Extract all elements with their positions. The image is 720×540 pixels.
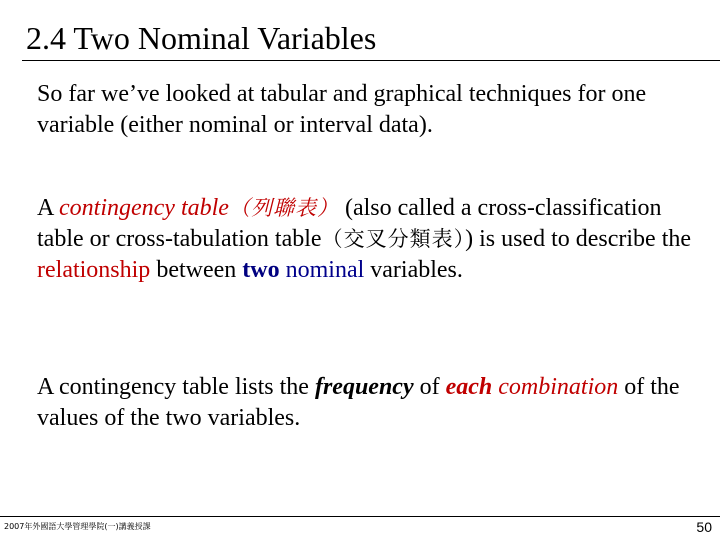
term-chinese-alt: （交叉分類表）	[321, 227, 466, 251]
paragraph-contingency-frequency	[37, 372, 707, 434]
text-run: of the values of the two variables.	[37, 374, 680, 431]
text-run: A	[37, 195, 60, 221]
text-run: ) is used to describe the	[465, 226, 692, 252]
term-frequency: frequency	[314, 374, 414, 400]
term-nominal: nominal	[285, 257, 365, 283]
title-divider	[22, 60, 720, 61]
text-run: A contingency table lists the	[37, 374, 315, 400]
term-contingency-table: contingency table	[59, 195, 229, 221]
footer-caption: 2007年外國語大學管理學院(一)講義授課	[4, 522, 151, 531]
text-run: (also called a cross-classification table or cross-tabulation table	[37, 195, 662, 252]
paragraph-contingency-definition	[37, 193, 707, 286]
footer-divider	[0, 516, 720, 517]
term-combination: combination	[498, 374, 619, 400]
term-chinese: （列聯表）	[228, 196, 339, 220]
term-each: each	[445, 374, 493, 400]
page-number: 50	[696, 519, 712, 535]
text-run: of	[413, 374, 446, 400]
text-run: between	[150, 257, 243, 283]
slide-title: 2.4 Two Nominal Variables	[26, 20, 377, 56]
term-relationship: relationship	[37, 257, 151, 283]
paragraph-intro: So far we’ve looked at tabular and graphical techniques for one variable (either nominal or interval data).	[37, 81, 647, 138]
term-two: two	[242, 257, 280, 283]
text-run: variables.	[364, 257, 463, 283]
